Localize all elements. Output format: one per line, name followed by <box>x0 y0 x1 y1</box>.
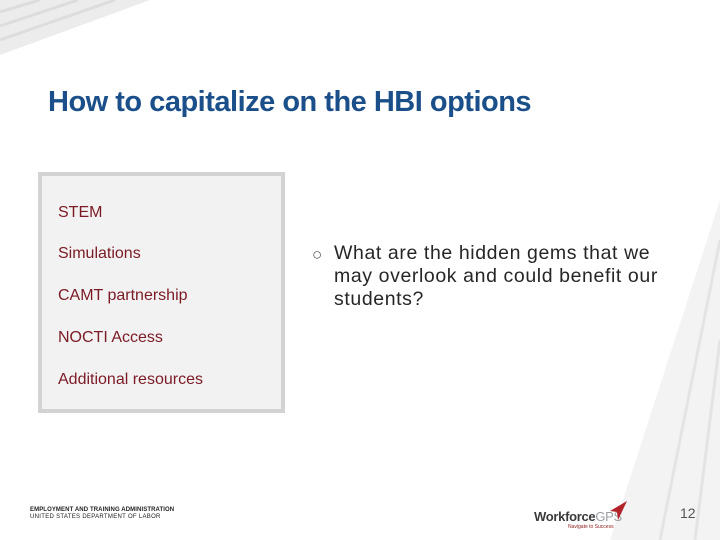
workforce-logo-text: WorkforceGPS <box>534 509 622 524</box>
list-item-camt-partnership: CAMT partnership <box>58 287 188 304</box>
dol-eta-logo <box>30 507 174 521</box>
dol-logo-line2: UNITED STATES DEPARTMENT OF LABOR <box>30 514 161 520</box>
list-item-nocti-access: NOCTI Access <box>58 329 163 346</box>
navigation-arrow-icon <box>606 500 628 522</box>
options-list-box <box>38 172 285 413</box>
question-block <box>312 242 672 311</box>
page-number: 12 <box>680 505 696 521</box>
list-item-simulations: Simulations <box>58 245 141 262</box>
question-text: What are the hidden gems that we may overlook and could benefit our students? <box>334 242 658 310</box>
slide-title: How to capitalize on the HBI options <box>48 86 532 118</box>
workforce-logo-tagline: Navigate to Success <box>568 524 614 530</box>
list-item-additional-resources: Additional resources <box>58 371 203 388</box>
circle-outline-icon: ○ <box>312 245 323 264</box>
list-item-stem: STEM <box>58 204 103 221</box>
dol-logo-line1: EMPLOYMENT AND TRAINING ADMINISTRATION <box>30 507 175 513</box>
workforce-gps-logo <box>534 500 634 532</box>
corner-stripes-top-left <box>0 0 150 60</box>
